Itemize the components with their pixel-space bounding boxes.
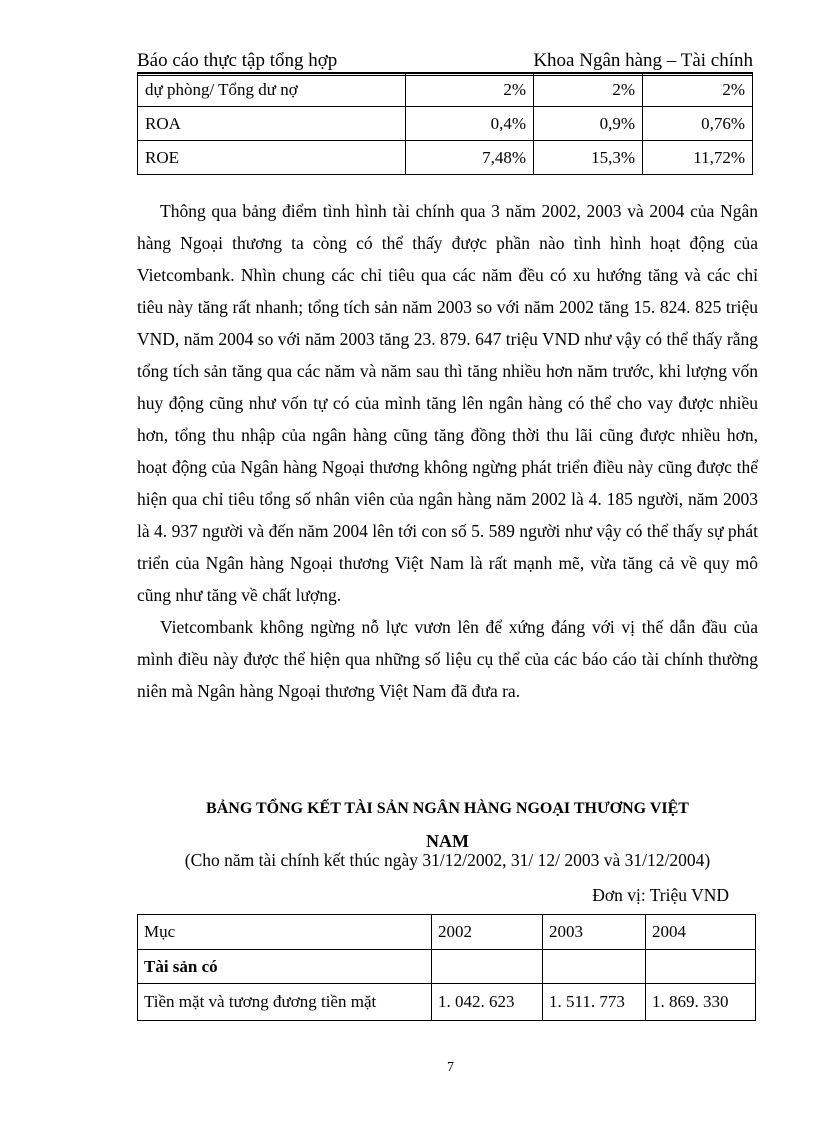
body-text (137, 195, 758, 707)
paragraph: Vietcombank không ngừng nỗ lực vươn lên để xứng đáng với vị thế dẫn đầu của mình điều này được thể hiện qua những số liệu cụ thể của các báo cáo tài chính thường niên mà Ngân hàng Ngoại thương Việt Nam đã đưa ra. (137, 617, 758, 701)
balance-sheet-table (137, 914, 756, 1021)
table-row (138, 73, 753, 107)
item-value-2004: 1. 869. 330 (646, 984, 756, 1021)
table-row (138, 107, 753, 141)
section-title-line2: NAM (426, 831, 469, 851)
ratio-value-2003: 0,9% (534, 107, 643, 141)
header-faculty: Khoa Ngân hàng – Tài chính (533, 50, 753, 71)
item-label: Tiền mặt và tương đương tiền mặt (138, 984, 432, 1021)
ratio-value-2003: 2% (534, 73, 643, 107)
empty-cell (543, 950, 646, 984)
empty-cell (646, 950, 756, 984)
table-row (138, 141, 753, 175)
column-header: 2002 (432, 915, 543, 950)
ratio-value-2004: 2% (643, 73, 753, 107)
item-value-2003: 1. 511. 773 (543, 984, 646, 1021)
ratio-label: ROE (138, 141, 406, 175)
section-title-line1: BẢNG TỔNG KẾT TÀI SẢN NGÂN HÀNG NGOẠI THƯƠNG VIỆT (206, 800, 689, 817)
ratio-value-2004: 11,72% (643, 141, 753, 175)
ratio-label: ROA (138, 107, 406, 141)
ratio-value-2002: 0,4% (406, 107, 534, 141)
ratio-value-2003: 15,3% (534, 141, 643, 175)
table-header-row (138, 915, 756, 950)
unit-label: Đơn vị: Triệu VND (592, 885, 729, 905)
financial-ratio-table (137, 72, 753, 175)
group-label: Tài sản có (138, 950, 432, 984)
table-row (138, 950, 756, 984)
paragraph: Thông qua bảng điểm tình hình tài chính qua 3 năm 2002, 2003 và 2004 của Ngân hàng Ngoại thương ta còng có thể thấy được phần nào tình hình hoạt động của Vietcombank. Nhìn chung các chỉ tiêu qua các năm đều có xu hướng tăng và các chỉ tiêu này tăng rất nhanh; tổng tích sản năm 2003 so với năm 2002 tăng 15. 824. 825 triệu VND, năm 2004 so với năm 2003 tăng 23. 879. 647 triệu VND như vậy có thể thấy rằng tổng tích sản tăng qua các năm và năm sau thì tăng nhiều hơn năm trước, khi lượng vốn huy động cũng như vốn tự có của mình tăng lên ngân hàng có thể cho vay được nhiều hơn, tổng thu nhập của ngân hàng cũng tăng đồng thời thu lãi cũng được nhiều hơn, hoạt động của Ngân hàng Ngoại thương không ngừng phát triển điều này cũng được thể hiện qua chỉ tiêu tổng số nhân viên của ngân hàng năm 2002 là 4. 185 người, năm 2003 là 4. 937 người và đến năm 2004 lên tới con số 5. 589 người như vậy có thể thấy sự phát triển của Ngân hàng Ngoại thương Việt Nam là rất mạnh mẽ, vừa tăng cả về quy mô cũng như tăng về chất lượng. (137, 201, 758, 605)
column-header: Mục (138, 915, 432, 950)
ratio-label: dự phòng/ Tổng dư nợ (138, 73, 406, 107)
ratio-value-2004: 0,76% (643, 107, 753, 141)
column-header: 2003 (543, 915, 646, 950)
ratio-value-2002: 7,48% (406, 141, 534, 175)
header-report-title: Báo cáo thực tập tổng hợp (137, 50, 338, 71)
section-title (137, 793, 758, 857)
page-number: 7 (447, 1060, 454, 1075)
ratio-value-2002: 2% (406, 73, 534, 107)
item-value-2002: 1. 042. 623 (432, 984, 543, 1021)
column-header: 2004 (646, 915, 756, 950)
empty-cell (432, 950, 543, 984)
table-row (138, 984, 756, 1021)
section-subtitle: (Cho năm tài chính kết thúc ngày 31/12/2002, 31/ 12/ 2003 và 31/12/2004) (184, 850, 711, 870)
